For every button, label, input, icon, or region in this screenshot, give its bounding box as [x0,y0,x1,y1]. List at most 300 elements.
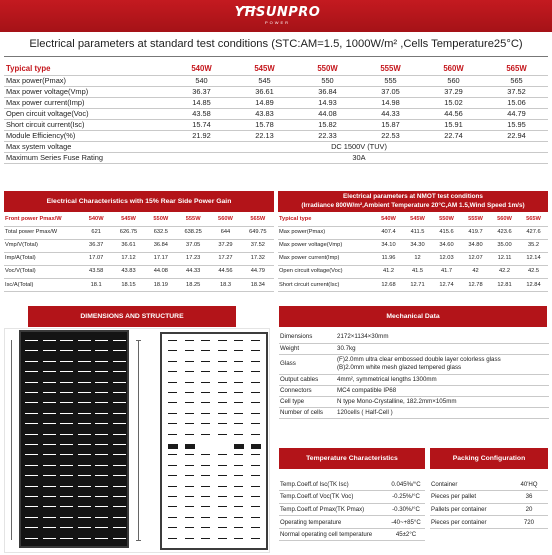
busbar-mark [168,465,177,466]
stc-row-label: Open circuit voltage(Voc) [4,108,170,119]
stc-row-label: Short circuit current(Isc) [4,119,170,130]
stc-header-cell: 550W [296,64,359,75]
nmot-row [278,239,548,252]
busbar-mark [251,340,260,341]
solar-cell-gap [78,361,91,362]
stc-row-label: Max power voltage(Vmp) [4,86,170,97]
stc-cell: 43.58 [170,108,233,119]
nmot-cell: 42.2 [490,265,519,278]
rear-gain-header-cell: 540W [80,213,112,226]
solar-cell-gap [95,350,108,351]
stc-span-value: 30A [170,152,548,163]
nmot-cell: 12.81 [490,278,519,291]
nmot-cell: 34.10 [374,239,403,252]
solar-cell-gap [60,413,73,414]
busbar-mark [234,392,243,393]
stc-cell: 15.87 [359,119,422,130]
busbar-mark [234,538,243,539]
busbar-mark [185,444,195,449]
busbar-mark [251,538,260,539]
solar-cell-gap [60,402,73,403]
rear-gain-cell: 18.15 [112,278,144,291]
busbar-mark [251,496,260,497]
solar-cell-gap [113,538,126,539]
solar-cell-gap [95,465,108,466]
solar-cell-gap [43,350,56,351]
nmot-cell: 12.11 [490,252,519,265]
solar-cell-gap [60,361,73,362]
solar-cell-gap [95,538,108,539]
rear-gain-cell: 638.25 [177,226,209,239]
solar-cell-gap [95,527,108,528]
module-front-image [19,330,129,548]
nmot-row [278,226,548,239]
rear-gain-row [4,226,274,239]
temperature-row [279,528,425,541]
rear-gain-header-cell: 550W [145,213,177,226]
nmot-cell: 12.84 [519,278,548,291]
nmot-cell: 41.5 [403,265,432,278]
mechanical-label: Cell type [280,397,305,405]
busbar-mark [185,382,194,383]
busbar-mark [234,517,243,518]
nmot-cell: 407.4 [374,226,403,239]
nmot-title-line1: Electrical parameters at NMOT test conditions [343,193,483,200]
busbar-mark [168,444,178,449]
busbar-mark [218,465,227,466]
mechanical-value: N type Mono-Crystalline, 182.2mm×105mm [337,397,457,405]
busbar-mark [201,527,210,528]
busbar-mark [251,371,260,372]
stc-cell: 540 [170,75,233,86]
busbar-mark [218,538,227,539]
rear-gain-header-cell: 565W [242,213,274,226]
stc-row [4,119,548,130]
solar-cell-gap [113,465,126,466]
solar-cell-gap [60,392,73,393]
mechanical-label: Weight [280,344,300,352]
solar-cell-gap [25,486,38,487]
rear-gain-cell: 17.17 [145,252,177,265]
busbar-mark [201,402,210,403]
mechanical-row [279,343,549,354]
nmot-header-cell: 540W [374,213,403,226]
height-dimension-line-right [138,340,139,540]
nmot-header-cell: 555W [461,213,490,226]
nmot-cell: 12.07 [461,252,490,265]
busbar-mark [218,340,227,341]
solar-cell-gap [25,538,38,539]
solar-cell-gap [25,382,38,383]
busbar-mark [185,517,194,518]
stc-cell: 37.29 [422,86,485,97]
solar-cell-gap [43,423,56,424]
solar-cell-gap [113,361,126,362]
stc-cell: 36.84 [296,86,359,97]
solar-cell-gap [43,361,56,362]
stc-cell: 36.61 [233,86,296,97]
busbar-mark [251,444,261,449]
busbar-mark [251,361,260,362]
rear-gain-cell: 36.37 [80,239,112,252]
solar-cell-gap [60,454,73,455]
busbar-mark [251,423,260,424]
solar-cell-gap [60,465,73,466]
busbar-mark [168,340,177,341]
stc-header-label: Typical type [4,64,170,75]
busbar-mark [168,538,177,539]
packing-value: 20 [510,503,548,516]
nmot-cell: 35.00 [490,239,519,252]
busbar-mark [218,434,227,435]
solar-cell-gap [113,392,126,393]
busbar-mark [234,340,243,341]
nmot-cell: 415.6 [432,226,461,239]
solar-cell-gap [60,434,73,435]
busbar-mark [251,475,260,476]
brand-name: YHSUNPRO [234,5,321,20]
solar-cell-gap [113,527,126,528]
module-back-image [160,332,268,550]
rear-gain-cell: 17.27 [209,252,241,265]
busbar-mark [251,382,260,383]
rear-gain-cell: 17.07 [80,252,112,265]
busbar-mark [201,465,210,466]
solar-cell-gap [113,434,126,435]
nmot-cell: 411.5 [403,226,432,239]
rear-gain-cell: 43.58 [80,265,112,278]
rear-gain-cell: 626.75 [112,226,144,239]
stc-cell: 36.37 [170,86,233,97]
solar-cell-gap [43,454,56,455]
mechanical-row [279,385,549,396]
mechanical-row [279,407,549,418]
solar-cell-gap [43,402,56,403]
solar-cell-gap [113,486,126,487]
stc-cell: 37.52 [485,86,548,97]
nmot-row-label: Max power(Pmax) [278,226,374,239]
packing-title: Packing Configuration [430,448,548,469]
rear-gain-row [4,265,274,278]
rear-gain-cell: 43.83 [112,265,144,278]
solar-cell-gap [60,382,73,383]
busbar-mark [218,506,227,507]
dimension-tick [136,540,141,541]
mechanical-value: 2172×1134×30mm [337,333,389,341]
busbar-mark [201,434,210,435]
stc-span-value: DC 1500V (TUV) [170,141,548,152]
nmot-header-cell: 565W [519,213,548,226]
busbar-mark [168,475,177,476]
solar-cell-gap [25,340,38,341]
stc-cell: 44.08 [296,108,359,119]
solar-cell-gap [43,475,56,476]
mechanical-row [279,374,549,385]
solar-cell-gap [25,517,38,518]
stc-cell: 555 [359,75,422,86]
rear-gain-header-label: Front power Pmax/W [4,213,80,226]
rear-gain-cell: 621 [80,226,112,239]
stc-cell: 22.33 [296,130,359,141]
solar-cell-gap [113,506,126,507]
solar-cell-gap [95,413,108,414]
solar-cell-gap [113,402,126,403]
temperature-label: Normal operating cell temperature [279,528,387,541]
mechanical-value: MC4 compatible IP68 [337,386,397,394]
nmot-header-row [278,213,548,226]
solar-cell-gap [78,454,91,455]
nmot-header-cell: 545W [403,213,432,226]
busbar-mark [185,465,194,466]
solar-cell-gap [25,475,38,476]
nmot-row-label: Max power current(Imp) [278,252,374,265]
solar-cell-gap [25,413,38,414]
temperature-label: Temp.Coeff.of Isc(TK Isc) [279,478,387,491]
busbar-mark [251,506,260,507]
nmot-header-cell: 550W [432,213,461,226]
solar-cell-gap [60,444,73,445]
rear-gain-row [4,278,274,291]
stc-cell: 550 [296,75,359,86]
solar-cell-gap [43,382,56,383]
packing-label: Container [430,478,510,491]
stc-cell: 560 [422,75,485,86]
rear-gain-cell: 632.5 [145,226,177,239]
solar-cell-gap [60,538,73,539]
busbar-mark [234,475,243,476]
stc-header-cell: 565W [485,64,548,75]
packing-value: 720 [510,516,548,529]
busbar-mark [251,517,260,518]
rear-gain-cell: 44.08 [145,265,177,278]
solar-cell-gap [78,350,91,351]
rear-gain-cell: 644 [209,226,241,239]
nmot-cell: 42.5 [519,265,548,278]
busbar-mark [251,392,260,393]
temperature-value: 0.045%/°C [387,478,425,491]
rear-gain-title: Electrical Characteristics with 15% Rear Side Power Gain [4,191,274,212]
solar-cell-gap [78,506,91,507]
busbar-mark [185,423,194,424]
height-dimension-line [11,340,12,540]
solar-cell-gap [113,496,126,497]
busbar-mark [234,350,243,351]
busbar-mark [251,527,260,528]
packing-row [430,491,548,504]
solar-cell-gap [95,402,108,403]
nmot-row-label: Short circuit current(Isc) [278,278,374,291]
rear-gain-cell: 18.3 [209,278,241,291]
stc-row-label: Maximum Series Fuse Rating [4,152,170,163]
stc-title: Electrical parameters at standard test conditions (STC:AM=1.5, 1000W/m² ,Cells Temperature25°C) [29,38,523,50]
nmot-cell: 35.2 [519,239,548,252]
rear-gain-header-cell: 560W [209,213,241,226]
solar-cell-gap [95,423,108,424]
nmot-cell: 34.60 [432,239,461,252]
rear-gain-cell: 37.52 [242,239,274,252]
packing-value: 36 [510,491,548,504]
busbar-mark [185,371,194,372]
busbar-mark [218,475,227,476]
solar-cell-gap [113,444,126,445]
busbar-mark [218,350,227,351]
mechanical-label: Glass [280,360,296,367]
busbar-mark [251,350,260,351]
stc-row-label: Max power(Pmax) [4,75,170,86]
busbar-mark [168,506,177,507]
solar-cell-gap [43,527,56,528]
solar-cell-gap [43,434,56,435]
nmot-cell: 41.7 [432,265,461,278]
temperature-label: Temp.Coeff.of Voc(TK Voc) [279,491,387,504]
stc-cell: 44.79 [485,108,548,119]
rear-gain-cell: 18.34 [242,278,274,291]
stc-cell: 15.78 [233,119,296,130]
packing-row [430,478,548,491]
solar-cell-gap [95,434,108,435]
solar-cell-gap [43,496,56,497]
nmot-cell: 12.78 [461,278,490,291]
solar-cell-gap [25,350,38,351]
brand-tagline: POWER [264,20,291,25]
busbar-mark [168,527,177,528]
stc-header-row [4,64,548,75]
stc-cell: 565 [485,75,548,86]
solar-cell-gap [78,371,91,372]
stc-cell: 22.74 [422,130,485,141]
solar-cell-gap [95,506,108,507]
stc-cell: 21.92 [170,130,233,141]
busbar-mark [168,350,177,351]
rear-gain-row [4,239,274,252]
busbar-mark [234,413,243,414]
stc-cell: 15.74 [170,119,233,130]
rear-gain-cell: 18.25 [177,278,209,291]
stc-row-label: Module Efficiency(%) [4,130,170,141]
busbar-mark [185,350,194,351]
solar-cell-gap [25,527,38,528]
packing-value: 40'HQ [510,478,548,491]
nmot-title-line2: (Irradiance 800W/m²,Ambient Temperature 20°C,AM 1.5,Wind Speed 1m/s) [301,202,525,209]
solar-cell-gap [113,371,126,372]
busbar-mark [234,527,243,528]
temperature-row [279,503,425,516]
packing-label: Pieces per pallet [430,491,510,504]
busbar-mark [234,486,243,487]
packing-label: Pieces per container [430,516,510,529]
solar-cell-gap [78,392,91,393]
solar-cell-gap [78,340,91,341]
busbar-mark [185,496,194,497]
nmot-row [278,278,548,291]
solar-cell-gap [43,486,56,487]
busbar-mark [234,402,243,403]
mechanical-title: Mechanical Data [279,306,547,327]
solar-cell-gap [113,517,126,518]
nmot-title [278,191,548,212]
solar-cell-gap [95,382,108,383]
stc-cell: 22.53 [359,130,422,141]
solar-cell-gap [43,371,56,372]
rear-gain-header-cell: 555W [177,213,209,226]
mechanical-row [279,332,549,343]
busbar-mark [185,340,194,341]
brand-banner [0,0,552,32]
busbar-mark [234,444,244,449]
mechanical-label: Connectors [280,386,312,394]
busbar-mark [185,475,194,476]
stc-cell: 15.91 [422,119,485,130]
solar-cell-gap [60,423,73,424]
stc-cell: 22.13 [233,130,296,141]
solar-cell-gap [78,465,91,466]
busbar-mark [234,496,243,497]
rear-gain-cell: 18.1 [80,278,112,291]
solar-cell-gap [43,444,56,445]
stc-cell: 15.02 [422,97,485,108]
nmot-header-cell: 560W [490,213,519,226]
nmot-cell: 419.7 [461,226,490,239]
solar-cell-gap [95,392,108,393]
busbar-mark [185,506,194,507]
solar-cell-gap [113,423,126,424]
solar-cell-gap [43,413,56,414]
stc-row-label: Max power current(Imp) [4,97,170,108]
busbar-mark [201,361,210,362]
busbar-mark [201,454,210,455]
busbar-mark [185,413,194,414]
solar-cell-gap [60,371,73,372]
system-voltage-row [4,141,548,152]
rear-gain-row-label: Total power Pmax/W [4,226,80,239]
nmot-table [278,213,548,292]
stc-cell: 15.95 [485,119,548,130]
nmot-cell: 12.14 [519,252,548,265]
nmot-header-label: Typical type [278,213,374,226]
stc-header-cell: 545W [233,64,296,75]
mechanical-value: 120cells ( Half-Cell ) [337,408,393,416]
busbar-mark [185,486,194,487]
stc-cell: 14.93 [296,97,359,108]
busbar-mark [201,538,210,539]
solar-cell-gap [60,496,73,497]
solar-cell-gap [95,361,108,362]
divider [4,56,548,57]
busbar-mark [218,413,227,414]
busbar-mark [218,382,227,383]
busbar-mark [218,371,227,372]
rear-gain-cell: 18.19 [145,278,177,291]
dimension-tick [136,340,141,341]
busbar-mark [168,371,177,372]
solar-cell-gap [60,340,73,341]
stc-cell: 44.56 [422,108,485,119]
busbar-mark [185,527,194,528]
busbar-mark [218,392,227,393]
busbar-mark [218,527,227,528]
mechanical-value: (F)2.0mm ultra clear embossed double layer colorless glass (B)2.0mm white mesh glazed tempered glass [337,356,501,371]
busbar-mark [201,423,210,424]
mechanical-value: 30.7kg [337,344,356,352]
stc-cell: 14.89 [233,97,296,108]
busbar-mark [185,434,194,435]
packing-row [430,516,548,529]
temperature-table [279,478,425,541]
solar-cell-gap [43,506,56,507]
stc-row [4,75,548,86]
stc-cell: 15.82 [296,119,359,130]
nmot-cell: 12.71 [403,278,432,291]
